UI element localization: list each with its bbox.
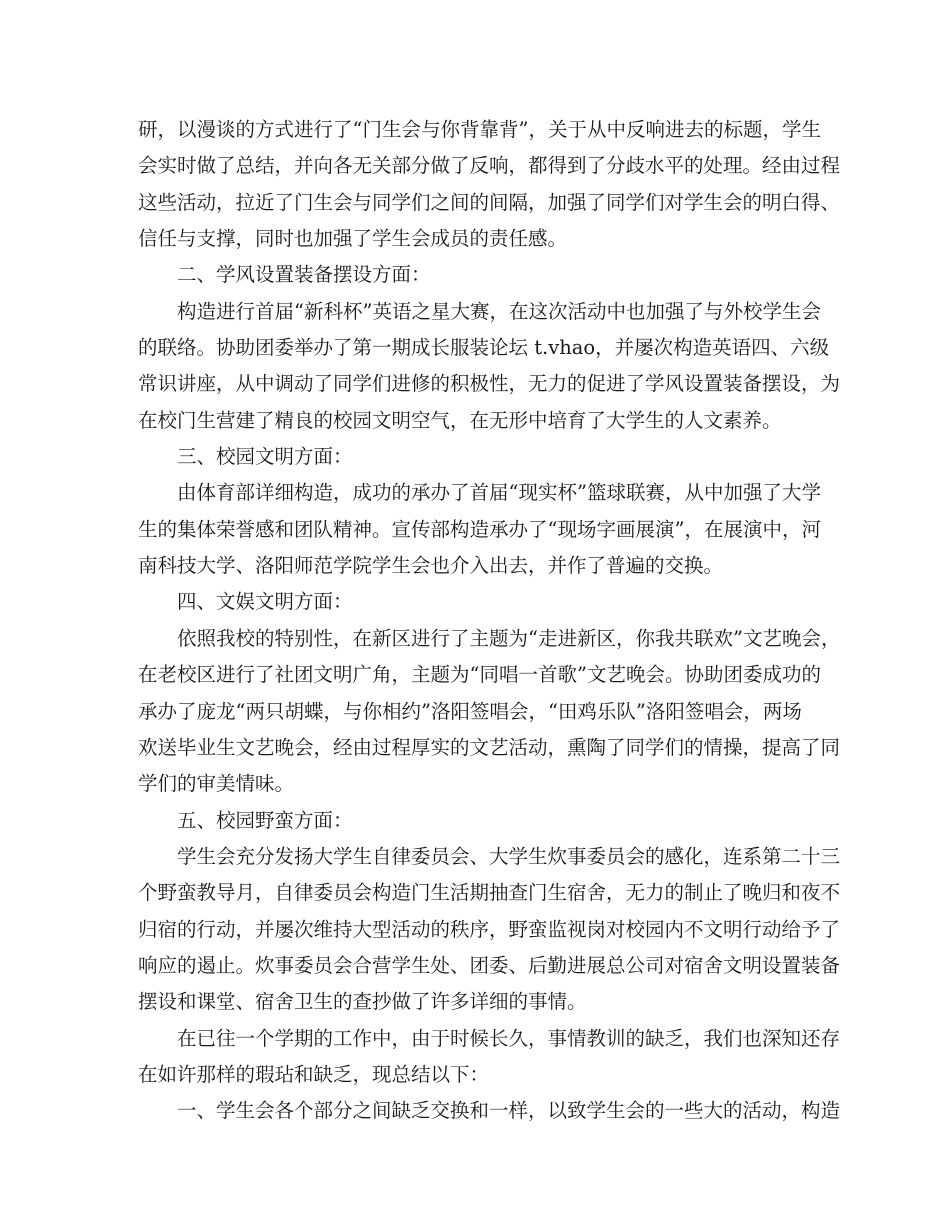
text-line: 三、校园文明方面： (177, 445, 353, 469)
text-line: 摆设和课堂、宿舍卫生的查抄做了许多详细的事情。 (138, 990, 587, 1014)
text-line: 欢送毕业生文艺晚会，经由过程厚实的文艺活动，熏陶了同学们的情操，提高了同 (138, 735, 841, 759)
text-line: 响应的遏止。炊事委员会合营学生处、团委、后勤进展总公司对宿舍文明设置装备 (138, 953, 841, 977)
text-line: 学生会充分发扬大学生自律委员会、大学生炊事委员会的感化，连系第二十三 (177, 844, 841, 868)
text-line: 南科技大学、洛阳师范学院学生会也介入出去，并作了普遍的交换。 (138, 554, 724, 578)
text-line: 构造进行首届“新科杯”英语之星大赛，在这次活动中也加强了与外校学生会 (177, 299, 821, 323)
text-line: 由体育部详细构造，成功的承办了首届“现实杯”篮球联赛，从中加强了大学 (177, 481, 821, 505)
text-line: 依照我校的特别性，在新区进行了主题为“走进新区，你我共联欢”文艺晚会， (177, 626, 841, 650)
text-line: 五、校园野蛮方面： (177, 808, 353, 832)
text-line: 四、文娱文明方面： (177, 590, 353, 614)
text-line: 一、学生会各个部分之间缺乏交换和一样，以致学生会的一些大的活动，构造 (177, 1099, 841, 1123)
text-line: 在如许那样的瑕玷和缺乏，现总结以下： (138, 1062, 490, 1086)
body-text (138, 112, 841, 1130)
text-line: 归宿的行动，并屡次维持大型活动的秩序，野蛮监视岗对校园内不文明行动给予了 (138, 917, 841, 941)
text-line: 研，以漫谈的方式进行了“门生会与你背靠背”，关于从中反响进去的标题，学生 (138, 118, 821, 141)
text-line: 会实时做了总结，并向各无关部分做了反响，都得到了分歧水平的处理。经由过程 (138, 154, 841, 178)
text-line: 信任与支撑，同时也加强了学生会成员的责任感。 (138, 227, 568, 251)
text-line: 的联络。协助团委举办了第一期成长服装论坛 t.vhao，并屡次构造英语四、六级 (138, 336, 830, 360)
text-line: 常识讲座，从中调动了同学们进修的积极性，无力的促进了学风设置装备摆设，为 (138, 372, 841, 396)
text-line: 在校门生营建了精良的校园文明空气，在无形中培育了大学生的人文素养。 (138, 408, 782, 432)
text-line: 在已往一个学期的工作中，由于时候长久，事情教训的缺乏，我们也深知还存 (177, 1026, 841, 1050)
text-line: 这些活动，拉近了门生会与同学们之间的间隔，加强了同学们对学生会的明白得、 (138, 190, 841, 214)
text-line: 承办了庞龙“两只胡蝶，与你相约”洛阳签唱会，“田鸡乐队”洛阳签唱会，两场 (138, 699, 802, 723)
text-line: 学们的审美情味。 (138, 772, 295, 796)
text-line: 二、学风设置装备摆设方面： (177, 263, 431, 287)
text-line: 生的集体荣誉感和团队精神。宣传部构造承办了“现场字画展演”，在展演中，河 (138, 517, 821, 541)
text-line: 个野蛮教导月，自律委员会构造门生活期抽查门生宿舍，无力的制止了晚归和夜不 (138, 881, 841, 905)
text-line: 在老校区进行了社团文明广角，主题为“同唱一首歌”文艺晚会。协助团委成功的 (138, 663, 821, 687)
